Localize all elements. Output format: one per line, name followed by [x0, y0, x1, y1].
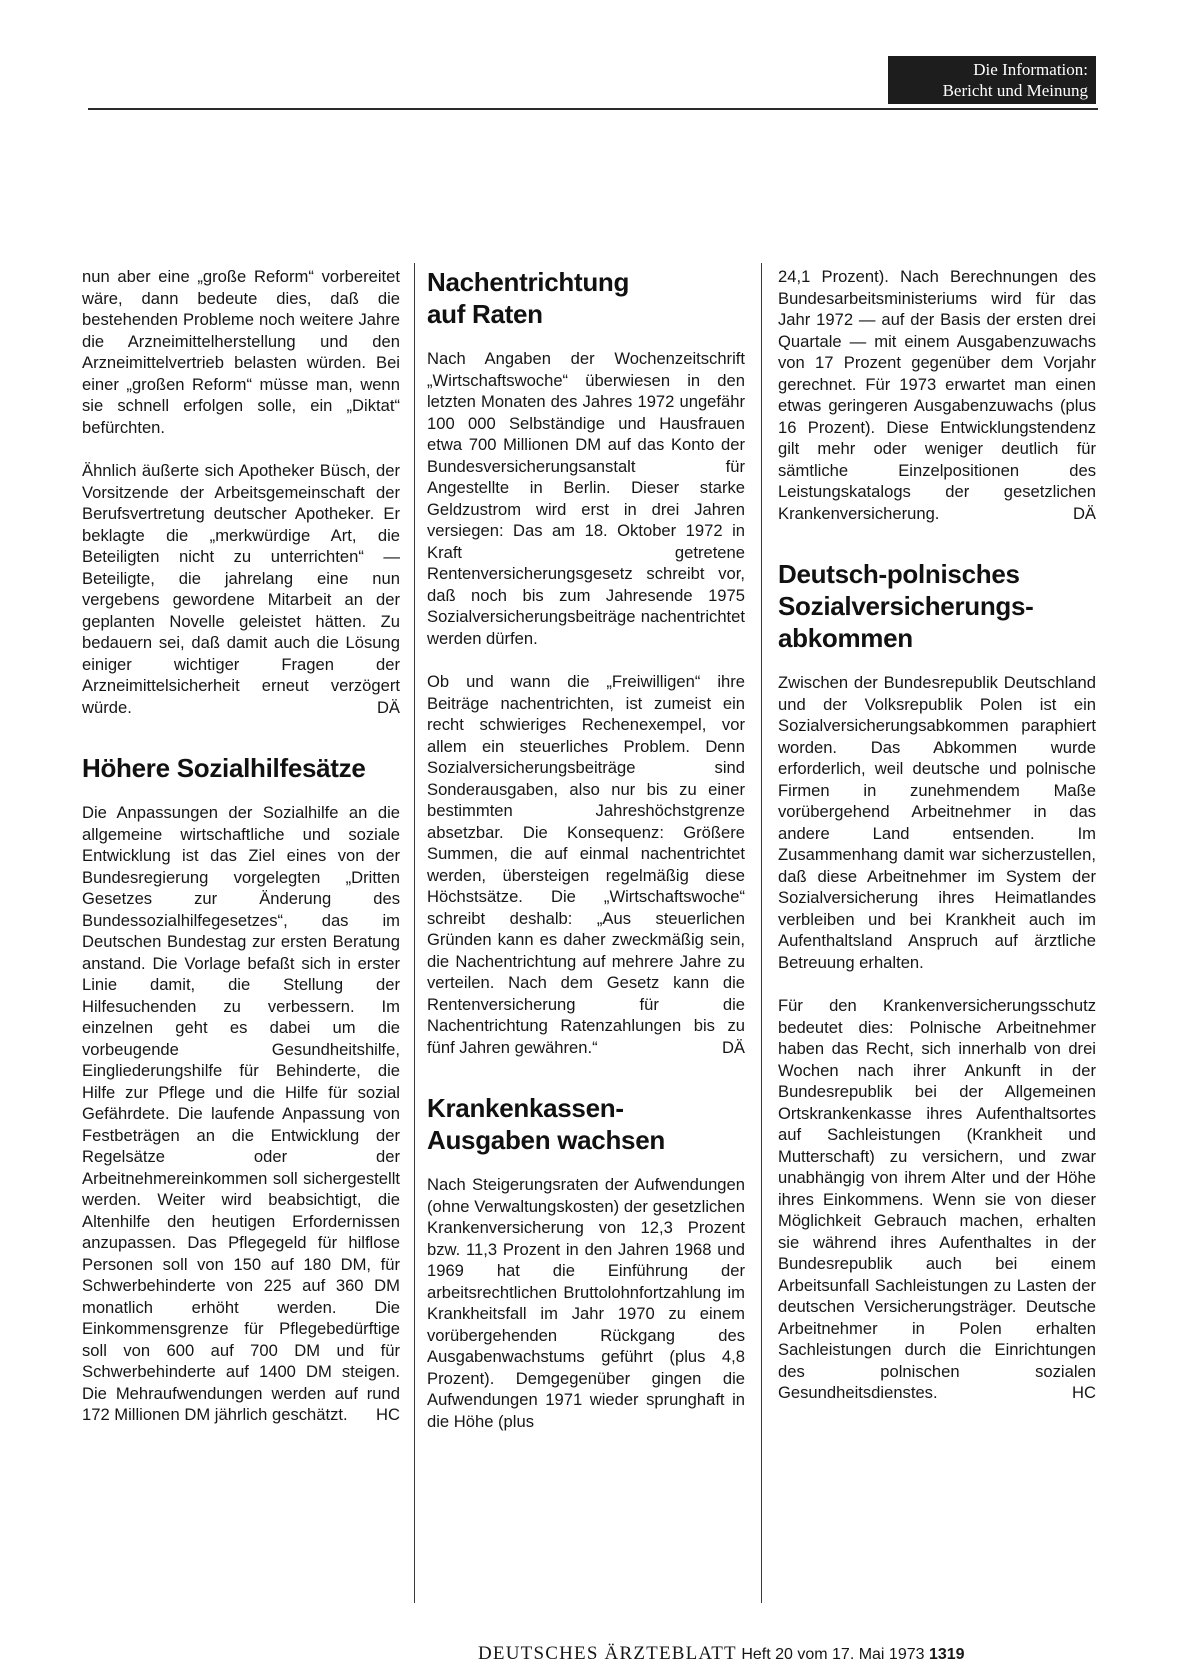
- article-headline: Krankenkassen-Ausgaben wachsen: [427, 1093, 665, 1155]
- article-paragraph: [778, 995, 1096, 1404]
- article-headline: Nachentrichtung auf Raten: [427, 267, 630, 329]
- column-divider: [761, 263, 762, 1603]
- paragraph-text: Für den Krankenversicherungsschutz bedeutet dies: Polnische Arbeitnehmer haben das Recht, sich innerhalb von drei Wochen nach ihrer Ankunft in der Bundesrepublik bei der Allgemeinen Ortskrankenkasse ihres Aufenthaltsortes auf Sachleistungen (Krankheit und Mutterschaft) zu versichern, und zwar unabhängig von ihrem Alter und der Höhe ihres Einkommens. Wenn sie von dieser Möglichkeit Gebrauch machen, erhalten sie während ihres Aufenthaltes in der Bundesrepublik auch bei einem Arbeitsunfall Sachleistungen zu Lasten der deutschen Versicherungsträger. Deutsche Arbeitnehmer in Polen erhalten Sachleistungen durch die Einrichtungen des polnischen sozialen Gesundheitsdienstes.: [778, 996, 1096, 1402]
- article-paragraph: nun aber eine „große Reform“ vorbereitet wäre, dann bedeute dies, daß die bestehenden Probleme noch weitere Jahre die Arzneimittelherstellung und den Arzneimittelvertrieb belasten würden. Bei einer „großen Reform“ müsse man, wenn sie schnell erfolgen solle, ein „Diktat“ befürchten.: [82, 267, 400, 437]
- author-signature: DÄ: [1072, 503, 1096, 523]
- page-footer: [478, 1644, 1098, 1665]
- paragraph-text: Die Anpassungen der Sozialhilfe an die allgemeine wirtschaftliche und soziale Entwicklung ist das Ziel eines von der Bundesregierung vorgelegten „Dritten Gesetzes zur Änderung des Bundessozialhilfegesetzes“, das im Deutschen Bundestag zur ersten Beratung anstand. Die Vorlage befaßt sich in erster Linie damit, die Stellung der Hilfesuchenden zu verbessern. Im einzelnen geht es dabei um die vorbeugende Gesundheitshilfe, Eingliederungshilfe für Behinderte, die Hilfe zur Pflege und die Hilfe für sozial Gefährdete. Die laufende Anpassung von Festbeträgen an die Entwicklung der Regelsätze oder der Arbeitnehmereinkommen soll sichergestellt werden. Weiter wird beabsichtigt, die Altenhilfe den heutigen Erfordernissen anzupassen. Das Pflegegeld für hilflose Personen soll von 150 auf 180 DM, für Schwerbehinderte von 225 auf 360 DM monatlich erhöht werden. Die Einkommensgrenze für Pflegebedürftige soll von 600 auf 700 DM und für Schwerbehinderte auf 1400 DM steigen. Die Mehraufwendungen werden auf rund 172 Millionen DM jährlich geschätzt.: [82, 803, 400, 1424]
- paragraph-text: Ob und wann die „Freiwilligen“ ihre Beiträge nachentrichten, ist zumeist ein recht schwieriges Rechenexempel, vor allem ein steuerliches Problem. Denn Sozialversicherungsbeiträge sind Sonderausgaben, also nur bis zu einer bestimmten Jahreshöchstgrenze absetzbar. Die Konsequenz: Größere Summen, die auf einmal nachentrichtet werden, übersteigen regelmäßig diese Höchstsätze. Die „Wirtschaftswoche“ schreibt deshalb: „Aus steuerlichen Gründen kann es daher zweckmäßig sein, die Nachentrichtung auf mehrere Jahre zu verteilen. Nach dem Gesetz kann die Rentenversicherung für die Nachentrichtung Ratenzahlungen bis zu fünf Jahren gewähren.“: [427, 672, 745, 1057]
- article-paragraph: Nach Steigerungsraten der Aufwendungen (ohne Verwaltungskosten) der gesetzlichen Krankenversicherung von 12,3 Prozent bzw. 11,3 Prozent in den Jahren 1968 und 1969 hat die Einführung der arbeitsrechtlichen Bruttolohnfortzahlung im Krankheitsfall im Jahr 1970 zu einem vorübergehenden Rückgang des Ausgabenwachstums geführt (plus 4,8 Prozent). Demgegenüber gingen die Aufwendungen 1971 wieder sprunghaft in die Höhe (plus: [427, 1175, 745, 1431]
- article-headline: Deutsch-polnisches Sozialversicherungs-abkommen: [778, 559, 1034, 653]
- column-divider: [414, 263, 415, 1603]
- header-rule: [88, 108, 1098, 110]
- journal-masthead: DEUTSCHES ÄRZTEBLATT: [478, 1643, 737, 1664]
- section-badge-line1: Die Information:: [973, 60, 1088, 79]
- article-paragraph: [778, 266, 1096, 524]
- column-middle: [427, 266, 745, 1432]
- column-left: [82, 266, 400, 1426]
- article-paragraph: Nach Angaben der Wochenzeitschrift „Wirtschaftswoche“ überwiesen in den letzten Monaten des Jahres 1972 ungefähr 100 000 Selbständige und Hausfrauen etwa 700 Millionen DM auf das Konto der Bundesversicherungsanstalt für Angestellte in Berlin. Dieser starke Geldzustrom wird erst in drei Jahren versiegen: Das am 18. Oktober 1972 in Kraft getretene Rentenversicherungsgesetz schreibt vor, daß noch bis zum Jahresende 1975 Sozialversicherungsbeiträge nachentrichtet werden dürfen.: [427, 349, 745, 648]
- author-signature: DÄ: [721, 1037, 745, 1057]
- article-paragraph: [82, 460, 400, 718]
- article-paragraph: Zwischen der Bundesrepublik Deutschland und der Volksrepublik Polen ist ein Sozialversicherungsabkommen paraphiert worden. Das Abkommen wurde erforderlich, weil deutsche und polnische Firmen in zunehmendem Maße vorübergehend Arbeitnehmer in das andere Land entsenden. Im Zusammenhang damit war sicherzustellen, daß diese Arbeitnehmer im System der Sozialversicherung ihres Heimatlandes verbleiben und bei Krankheit auch im Aufenthaltsland Anspruch auf ärztliche Betreuung erhalten.: [778, 673, 1096, 972]
- section-badge: [888, 56, 1096, 104]
- author-signature: HC: [376, 1405, 400, 1424]
- paragraph-text: Ähnlich äußerte sich Apotheker Büsch, der Vorsitzende der Arbeitsgemeinschaft der Berufsvertretung deutscher Apotheker. Er beklagte die „merkwürdige Art, die Beteiligten nicht zu unterrichten“ — Beteiligte, die jahrelang eine nun vergebens gewordene Mitarbeit an der geplanten Novelle geleistet hätten. Zu bedauern sei, daß damit auch die Lösung einiger wichtiger Fragen der Arzneimittelsicherheit erneut verzögert würde.: [82, 461, 400, 717]
- author-signature: DÄ: [376, 697, 400, 717]
- article-headline: Höhere Sozialhilfesätze: [82, 753, 366, 783]
- paragraph-text: 24,1 Prozent). Nach Berechnungen des Bundesarbeitsministeriums wird für das Jahr 1972 — auf der Basis der ersten drei Quartale — mit einem Ausgabenzuwachs von 17 Prozent gegenüber dem Vorjahr gerechnet. Für 1973 erwartet man einen etwas geringeren Ausgabenzuwachs (plus 16 Prozent). Diese Entwicklungstendenz gilt mehr oder weniger deutlich für sämtliche Einzelpositionen des Leistungskatalogs der gesetzlichen Krankenversicherung.: [778, 267, 1096, 523]
- page-number: 1319: [928, 1646, 965, 1663]
- author-signature: HC: [1072, 1383, 1096, 1402]
- issue-info: Heft 20 vom 17. Mai 1973: [741, 1646, 925, 1663]
- article-paragraph: [82, 802, 400, 1426]
- article-paragraph: [427, 671, 745, 1058]
- column-right: [778, 266, 1096, 1404]
- section-badge-line2: Bericht und Meinung: [942, 81, 1088, 100]
